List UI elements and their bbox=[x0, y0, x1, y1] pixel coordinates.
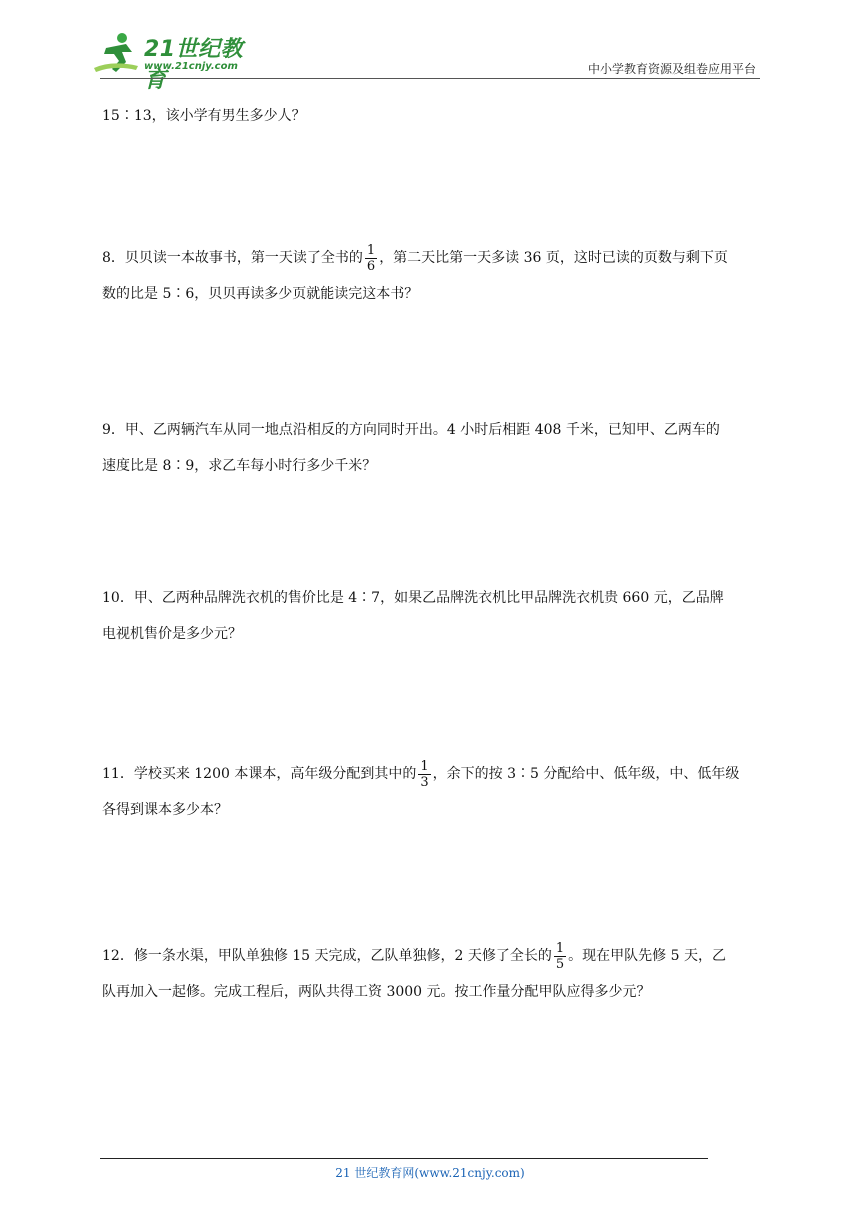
fraction-numerator: 1 bbox=[555, 940, 565, 956]
site-logo[interactable] bbox=[92, 32, 262, 93]
logo-url: www.21cnjy.com bbox=[144, 61, 238, 72]
question-11 bbox=[102, 756, 762, 828]
fraction-numerator: 1 bbox=[420, 758, 429, 774]
fraction bbox=[554, 941, 566, 972]
question-12 bbox=[102, 938, 762, 1010]
question-text: ，余下的按 3∶5 分配给中、低年级，中、低年级 bbox=[432, 766, 740, 782]
question-text: 11．学校买来 1200 本课本，高年级分配到其中的 bbox=[102, 766, 417, 782]
question-7-continuation bbox=[102, 98, 762, 134]
question-9 bbox=[102, 412, 762, 484]
question-line bbox=[102, 756, 762, 792]
fraction-denominator: 5 bbox=[555, 956, 565, 972]
question-10 bbox=[102, 580, 762, 652]
question-line: 各得到课本多少本？ bbox=[102, 802, 228, 818]
question-line: 9．甲、乙两辆汽车从同一地点沿相反的方向同时开出。4 小时后相距 408 千米，已知甲、乙两车的 bbox=[102, 422, 720, 438]
question-line: 队再加入一起修。完成工程后，两队共得工资 3000 元。按工作量分配甲队应得多少元？ bbox=[102, 984, 651, 1000]
question-line: 速度比是 8∶9，求乙车每小时行多少千米？ bbox=[102, 458, 377, 474]
footer-link[interactable]: 21 世纪教育网(www.21cnjy.com) bbox=[335, 1166, 525, 1180]
question-line bbox=[102, 938, 762, 974]
logo-text: 21世纪教育 bbox=[144, 37, 244, 93]
question-line: 电视机售价是多少元？ bbox=[102, 626, 242, 642]
fraction bbox=[365, 243, 377, 274]
runner-logo-icon bbox=[92, 32, 142, 76]
question-text: 。现在甲队先修 5 天，乙 bbox=[568, 948, 726, 964]
fraction-numerator: 1 bbox=[366, 242, 376, 258]
header-divider bbox=[100, 78, 760, 79]
question-text: 8．贝贝读一本故事书，第一天读了全书的 bbox=[102, 250, 363, 266]
question-line: 数的比是 5∶6，贝贝再读多少页就能读完这本书？ bbox=[102, 286, 419, 302]
question-line bbox=[102, 240, 762, 276]
fraction-denominator: 3 bbox=[420, 774, 429, 790]
fraction-denominator: 6 bbox=[366, 258, 376, 274]
footer-divider bbox=[100, 1158, 708, 1159]
page-header bbox=[0, 0, 860, 93]
question-8 bbox=[102, 240, 762, 312]
question-text: 12．修一条水渠，甲队单独修 15 天完成，乙队单独修，2 天修了全长的 bbox=[102, 948, 552, 964]
platform-tagline: 中小学教育资源及组卷应用平台 bbox=[587, 62, 756, 76]
question-line: 15∶13，该小学有男生多少人？ bbox=[102, 108, 306, 124]
question-line: 10．甲、乙两种品牌洗衣机的售价比是 4∶7，如果乙品牌洗衣机比甲品牌洗衣机贵 660 元，乙品牌 bbox=[102, 590, 724, 606]
fraction bbox=[418, 759, 430, 790]
question-text: ，第二天比第一天多读 36 页，这时已读的页数与剩下页 bbox=[379, 250, 728, 266]
